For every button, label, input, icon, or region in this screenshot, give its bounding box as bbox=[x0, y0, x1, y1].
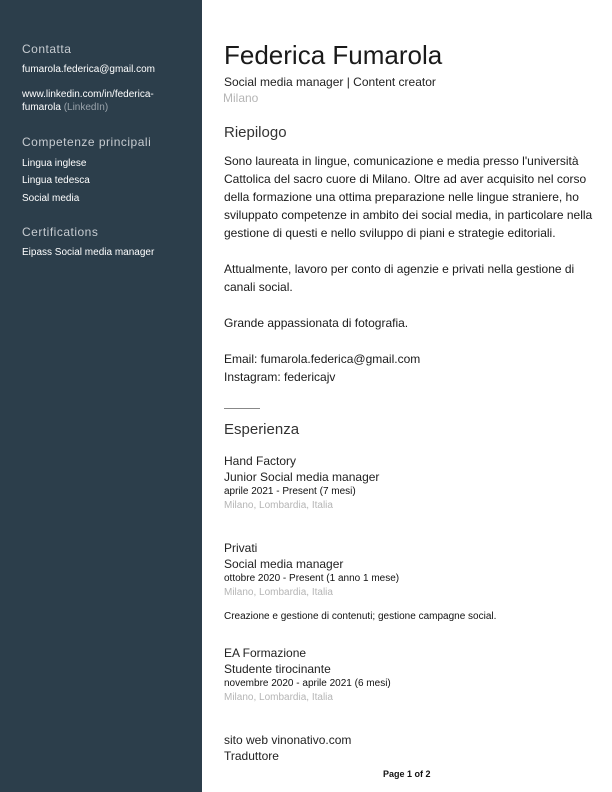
sidebar bbox=[0, 0, 202, 792]
summary-paragraph: Attualmente, lavoro per conto di agenzie e privati nella gestione di canali social. bbox=[224, 262, 575, 294]
job-dates: aprile 2021 - Present (7 mesi) bbox=[224, 486, 356, 497]
job-company: Hand Factory bbox=[224, 454, 297, 468]
profile-location: Milano bbox=[223, 91, 259, 105]
job-company: EA Formazione bbox=[224, 646, 307, 660]
job-entry bbox=[224, 645, 594, 705]
job-role: Junior Social media manager bbox=[224, 470, 380, 484]
job-location: Milano, Lombardia, Italia bbox=[224, 692, 333, 703]
contact-email-link[interactable]: fumarola.federica@gmail.com bbox=[22, 64, 155, 75]
job-dates: ottobre 2020 - Present (1 anno 1 mese) bbox=[224, 573, 400, 584]
job-role: Traduttore bbox=[224, 749, 279, 763]
job-description: Creazione e gestione di contenuti; gestione campagne social. bbox=[224, 611, 497, 622]
profile-headline: Social media manager | Content creator bbox=[224, 75, 436, 89]
certification-item: Eipass Social media manager bbox=[22, 247, 155, 258]
summary-heading: Riepilogo bbox=[224, 124, 287, 141]
job-entry bbox=[224, 732, 594, 764]
job-location: Milano, Lombardia, Italia bbox=[224, 587, 333, 598]
experience-heading: Esperienza bbox=[224, 421, 300, 438]
skills-heading: Competenze principali bbox=[22, 135, 152, 149]
certifications-heading: Certifications bbox=[22, 225, 99, 239]
job-role: Social media manager bbox=[224, 557, 344, 571]
job-dates: novembre 2020 - aprile 2021 (6 mesi) bbox=[224, 678, 391, 689]
skill-item: Lingua tedesca bbox=[22, 175, 90, 186]
job-location: Milano, Lombardia, Italia bbox=[224, 500, 333, 511]
summary-instagram: Instagram: federicajv bbox=[224, 370, 336, 384]
linkedin-link-line1[interactable]: www.linkedin.com/in/federica- bbox=[22, 89, 154, 100]
job-company: Privati bbox=[224, 541, 258, 555]
summary-email: Email: fumarola.federica@gmail.com bbox=[224, 352, 421, 366]
job-entry bbox=[224, 540, 594, 624]
contact-heading: Contatta bbox=[22, 42, 72, 56]
job-role: Studente tirocinante bbox=[224, 662, 331, 676]
skill-item: Lingua inglese bbox=[22, 158, 87, 169]
profile-name: Federica Fumarola bbox=[224, 40, 443, 70]
linkedin-label: (LinkedIn) bbox=[63, 102, 109, 113]
summary-paragraph: Grande appassionata di fotografia. bbox=[224, 316, 409, 330]
job-company: sito web vinonativo.com bbox=[224, 733, 352, 747]
section-divider bbox=[224, 408, 260, 409]
summary-paragraph: Sono laureata in lingue, comunicazione e media presso l'università Cattolica del sacro cuore di Milano. Oltre ad aver acquisito nel corso della formazione una ottima preparazione nelle lingue straniere, ho sviluppato competenze in ambito dei social media, in particolare nella gestione di questi e nello sviluppo di piani e strategie editoriali. bbox=[224, 154, 593, 240]
page-number: Page 1 of 2 bbox=[383, 769, 431, 779]
job-entry bbox=[224, 453, 594, 513]
skill-item: Social media bbox=[22, 193, 80, 204]
linkedin-link-line2[interactable] bbox=[22, 101, 108, 114]
linkedin-handle[interactable]: fumarola bbox=[22, 102, 61, 113]
